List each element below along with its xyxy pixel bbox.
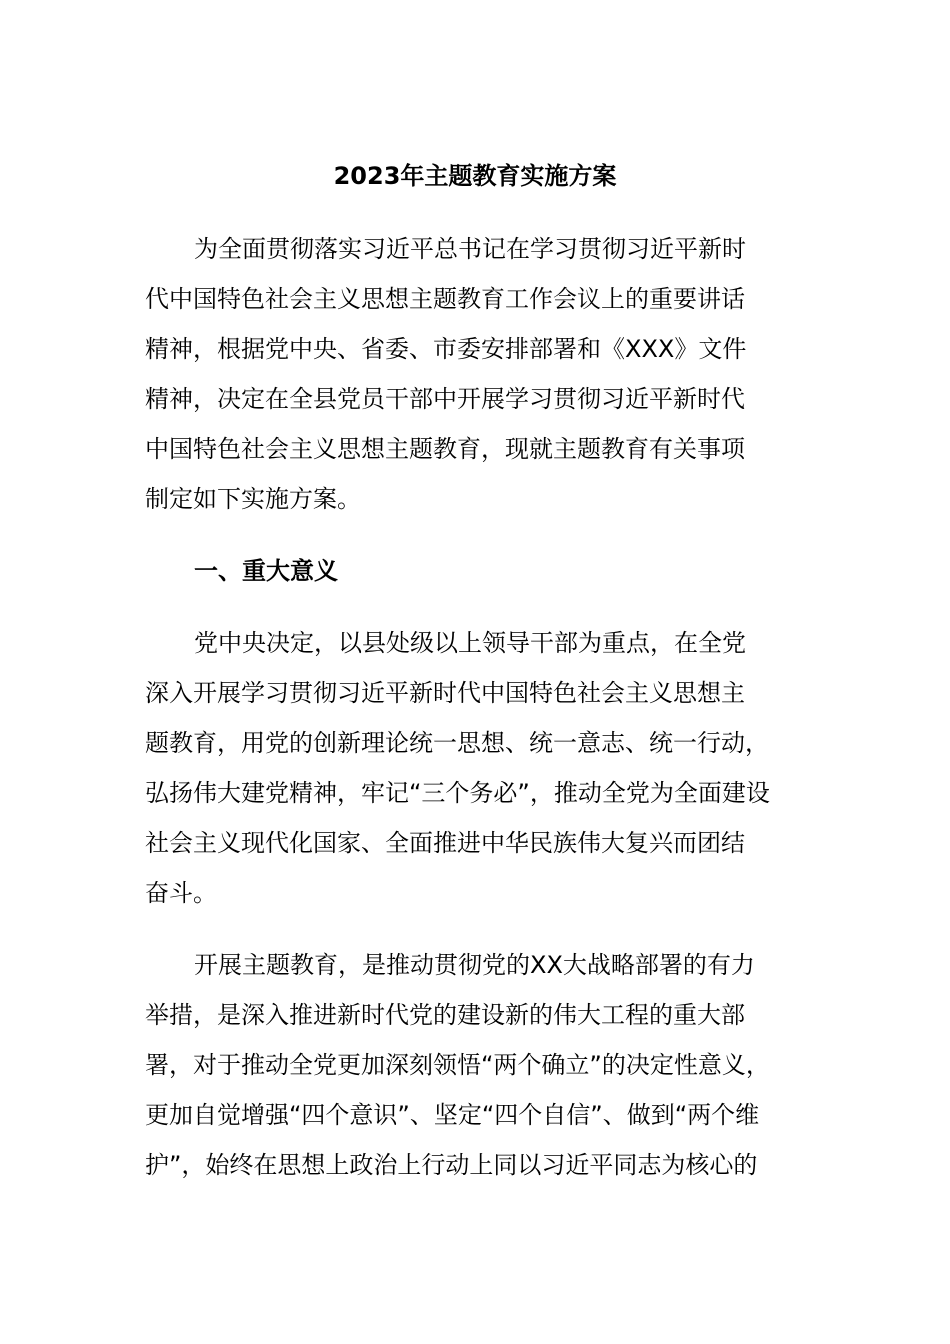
document-title: 2023年主题教育实施方案 — [333, 162, 617, 190]
text-line: 制定如下实施方案。 — [145, 485, 361, 513]
text-line: 举措，是深入推进新时代党的建设新的伟大工程的重大部 — [145, 1001, 745, 1029]
text-line: 中国特色社会主义思想主题教育，现就主题教育有关事项 — [145, 435, 745, 463]
intro-paragraph — [145, 224, 815, 524]
text-line: 奋斗。 — [145, 879, 217, 907]
text-line: 署，对于推动全党更加深刻领悟“两个确立”的决定性意义， — [145, 1051, 770, 1079]
text-line: 代中国特色社会主义思想主题教育工作会议上的重要讲话 — [145, 285, 745, 313]
text-line: 题教育，用党的创新理论统一思想、统一意志、统一行动， — [145, 729, 769, 757]
text-line: 党中央决定，以县处级以上领导干部为重点，在全党 — [194, 629, 746, 657]
section1-paragraph-1 — [145, 618, 815, 918]
section-heading: 一、重大意义 — [194, 557, 338, 585]
text-line: 弘扬伟大建党精神，牢记“三个务必”，推动全党为全面建设 — [145, 779, 770, 807]
section1-paragraph-2 — [145, 940, 815, 1190]
text-line: 护”，始终在思想上政治上行动上同以习近平同志为核心的 — [145, 1151, 758, 1179]
text-line: 深入开展学习贯彻习近平新时代中国特色社会主义思想主 — [145, 679, 745, 707]
text-line: 社会主义现代化国家、全面推进中华民族伟大复兴而团结 — [145, 829, 745, 857]
text-line: 开展主题教育，是推动贯彻党的XX大战略部署的有力 — [194, 951, 755, 979]
text-line: 精神，决定在全县党员干部中开展学习贯彻习近平新时代 — [145, 385, 745, 413]
text-line: 为全面贯彻落实习近平总书记在学习贯彻习近平新时 — [194, 235, 746, 263]
text-line: 更加自觉增强“四个意识”、坚定“四个自信”、做到“两个维 — [145, 1101, 760, 1129]
text-line: 精神，根据党中央、省委、市委安排部署和《XXX》文件 — [145, 335, 747, 363]
